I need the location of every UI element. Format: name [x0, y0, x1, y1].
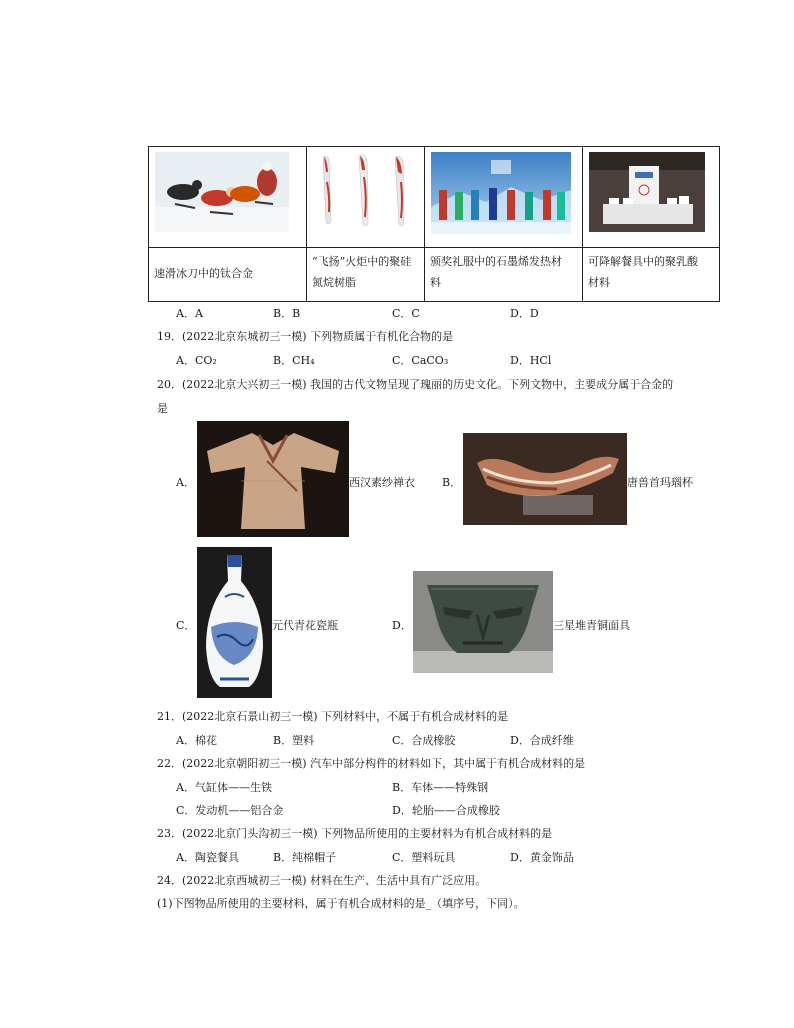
q21-option-b[interactable]: B．塑料 — [273, 734, 315, 747]
q20-option-d-letter[interactable]: D． — [392, 619, 412, 632]
caption-4-line-2: 材料 — [588, 276, 610, 289]
speed-skaters-photo — [155, 152, 300, 234]
q20-option-c-letter[interactable]: C． — [176, 619, 196, 632]
q22-option-a[interactable]: A．气缸体——生铁 — [176, 781, 272, 794]
q21-option-c[interactable]: C．合成橡胶 — [392, 734, 456, 747]
table-caption-2 — [307, 247, 424, 301]
table-caption-3 — [425, 247, 582, 301]
q23-option-c[interactable]: C．塑料玩具 — [392, 851, 456, 864]
q18-option-c[interactable]: C．C — [392, 307, 420, 320]
table-cell-2 — [307, 147, 425, 301]
caption-3-line-1: 颁奖礼服中的石墨烯发热材 — [430, 255, 562, 268]
q22-option-d[interactable]: D．轮胎——合成橡胶 — [392, 804, 500, 817]
agate-cup-photo — [463, 433, 627, 525]
table-caption-1: 速滑冰刀中的钛合金 — [149, 247, 306, 301]
q19-option-d[interactable]: D．HCl — [510, 354, 552, 367]
q19-option-c[interactable]: C．CaCO₃ — [392, 354, 449, 367]
q24-stem: 24．(2022北京西城初三一模) 材料在生产、生活中具有广泛应用。 — [157, 874, 487, 887]
tableware-display-photo — [589, 152, 713, 234]
q21-stem: 21．(2022北京石景山初三一模) 下列材料中，不属于有机合成材料的是 — [157, 710, 509, 723]
award-ceremony-photo — [431, 152, 576, 234]
caption-2-line-2: 氮烷树脂 — [312, 276, 356, 289]
q22-option-c[interactable]: C．发动机——铝合金 — [176, 804, 284, 817]
q24-sub1: (1)下图物品所使用的主要材料，属于有机合成材料的是_（填序号，下同）。 — [157, 897, 525, 910]
q20-option-a-label: 西汉素纱禅衣 — [349, 476, 415, 489]
q20-option-a-letter[interactable]: A． — [176, 476, 195, 489]
q23-option-d[interactable]: D．黄金饰品 — [510, 851, 574, 864]
caption-2-line-1: “飞扬”火炬中的聚硅 — [312, 255, 412, 268]
q23-option-a[interactable]: A．陶瓷餐具 — [176, 851, 239, 864]
q18-option-a[interactable]: A．A — [176, 307, 203, 320]
q22-stem: 22．(2022北京朝阳初三一模) 汽车中部分构件的材料如下，其中属于有机合成材料的是 — [157, 757, 586, 770]
table-cell-3 — [425, 147, 583, 301]
caption-4-line-1: 可降解餐具中的聚乳酸 — [588, 255, 698, 268]
q20-stem-line1: 20．(2022北京大兴初三一模) 我国的古代文物呈现了瑰丽的历史文化。下列文物中，主要成分属于合金的 — [157, 378, 674, 391]
q19-option-b[interactable]: B．CH₄ — [273, 354, 315, 367]
q19-stem: 19．(2022北京东城初三一模) 下列物质属于有机化合物的是 — [157, 330, 454, 343]
porcelain-vase-photo — [197, 547, 272, 698]
q23-option-b[interactable]: B．纯棉帽子 — [273, 851, 337, 864]
q19-option-a[interactable]: A．CO₂ — [176, 354, 217, 367]
q20-stem-line2: 是 — [157, 402, 168, 415]
table-cell-4 — [583, 147, 719, 301]
torch-photo — [313, 152, 418, 234]
q18-table — [148, 146, 720, 302]
q21-option-a[interactable]: A．棉花 — [176, 734, 217, 747]
q21-option-d[interactable]: D．合成纤维 — [510, 734, 574, 747]
q22-option-b[interactable]: B．车体——特殊钢 — [392, 781, 489, 794]
q18-option-d[interactable]: D．D — [510, 307, 539, 320]
table-caption-4 — [583, 247, 719, 301]
bronze-mask-photo — [413, 571, 553, 673]
q20-option-b-letter[interactable]: B． — [442, 476, 462, 489]
table-cell-1 — [149, 147, 307, 301]
q20-option-c-label: 元代青花瓷瓶 — [272, 619, 338, 632]
silk-robe-photo — [197, 421, 349, 537]
q23-stem: 23．(2022北京门头沟初三一模) 下列物品所使用的主要材料为有机合成材料的是 — [157, 827, 553, 840]
caption-3-line-2: 料 — [430, 276, 441, 289]
q18-option-b[interactable]: B．B — [273, 307, 301, 320]
q20-option-b-label: 唐兽首玛瑙杯 — [627, 476, 693, 489]
q20-option-d-label: 三星堆青铜面具 — [553, 619, 630, 632]
